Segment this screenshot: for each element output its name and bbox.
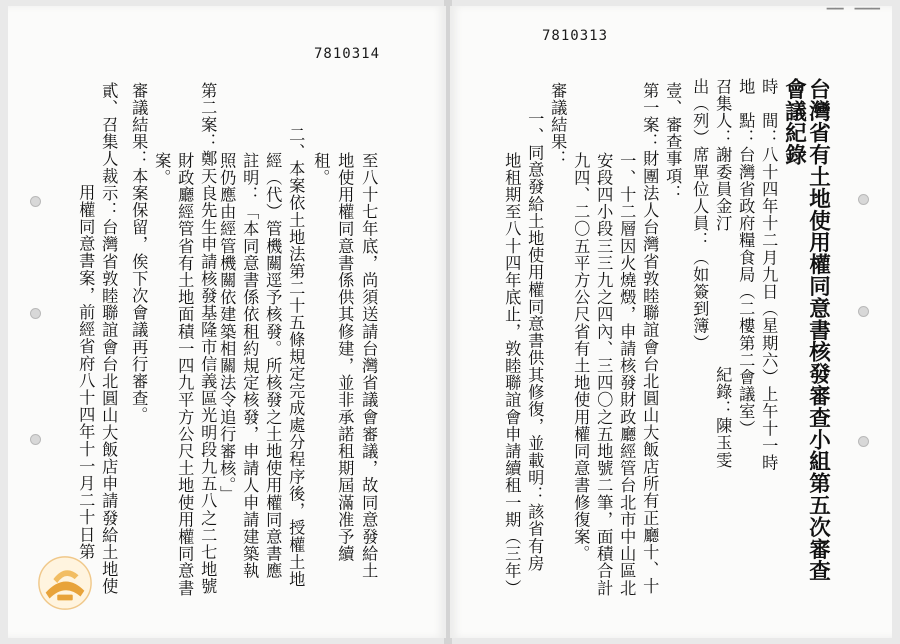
section-one-heading: 壹、審查事項：: [663, 82, 683, 202]
section-two-line: 貳、召集人裁示：台灣省敦睦聯誼會台北圓山大飯店申請發給土地使: [99, 82, 119, 595]
case2-line: 財政廳經管省有土地面積一四九平方公尺土地使用權同意書: [175, 152, 195, 597]
case2-resolution: 審議結果：本案保留，俟下次會議再行審查。: [129, 82, 149, 424]
case1-resolution-line: 一、同意發給土地使用權同意書供其修復，並載明：該省有房: [525, 110, 545, 572]
item2-line: 註明：「本同意書係依租約規定核發，申請人申請建築執: [240, 152, 260, 580]
case2-line: 第二案：鄭天良先生申請核發基隆市信義區光明段九五八之二七地號: [198, 82, 218, 595]
doc-number-left: 7810314: [314, 46, 381, 62]
cont-line: 至八十七年底，尚須送請台灣省議會審議，故同意發給土: [359, 152, 379, 580]
meeting-recorder: 紀錄：陳玉雯: [713, 366, 733, 469]
case1-line: 一、十二層因火燒燬，申請核發財政廳經管台北市中山區北: [617, 152, 637, 597]
item2-line: 照仍應由經管機關依建築相關法令追行審核。」: [217, 152, 237, 503]
title-line: 台灣省有土地使用權同意書核發審查小組第五次審查: [805, 78, 831, 582]
title-line: 會議紀錄: [781, 78, 807, 166]
case1-line: 第一案：財團法人台灣省敦睦聯誼會台北圓山大飯店所有正廳十、十: [640, 82, 660, 595]
case1-resolution-line: 地租期至八十四年底止，敦睦聯誼會申請續租一期（三年）: [502, 152, 522, 597]
case2-line: 案。: [152, 152, 172, 187]
resolution-label: 審議結果：: [548, 82, 568, 168]
item2-line: 二、本案依土地法第二十五條規定完成處分程序後，授權土地: [286, 126, 306, 588]
doc-number-right: 7810313: [542, 28, 609, 44]
cont-line: 地使用權同意書係供其修建，並非承諾租期屆滿准予續: [335, 152, 355, 563]
meeting-place: 地 點：台灣省政府糧食局（二樓第二會議室）: [736, 78, 756, 438]
meeting-convener: 召集人：謝委員金汀: [713, 78, 733, 232]
archive-logo-icon: [36, 554, 94, 612]
meeting-time: 時 間：八十四年十二月九日（星期六）上午十一時: [759, 78, 779, 472]
case1-line: 安段四小段三三九之四內、三四〇之五地號二筆，面積合計: [594, 152, 614, 597]
section-two-line: 用權同意書案，前經省府八十四年十一月二十日第: [76, 184, 96, 561]
scan-edge-marks: ▔▔ ▔▔▔: [826, 8, 880, 21]
item2-line: 經（代）管機關逕予核發。所核發之土地使用權同意書應: [263, 152, 283, 580]
right-page: [450, 6, 892, 638]
left-page: [8, 6, 446, 638]
cont-line: 租。: [311, 152, 331, 187]
case1-line: 九四、二〇五平方公尺省有土地使用權同意書修復案。: [571, 152, 591, 563]
meeting-attendance: 出（列）席單位人員：（如簽到簿）: [690, 78, 710, 352]
